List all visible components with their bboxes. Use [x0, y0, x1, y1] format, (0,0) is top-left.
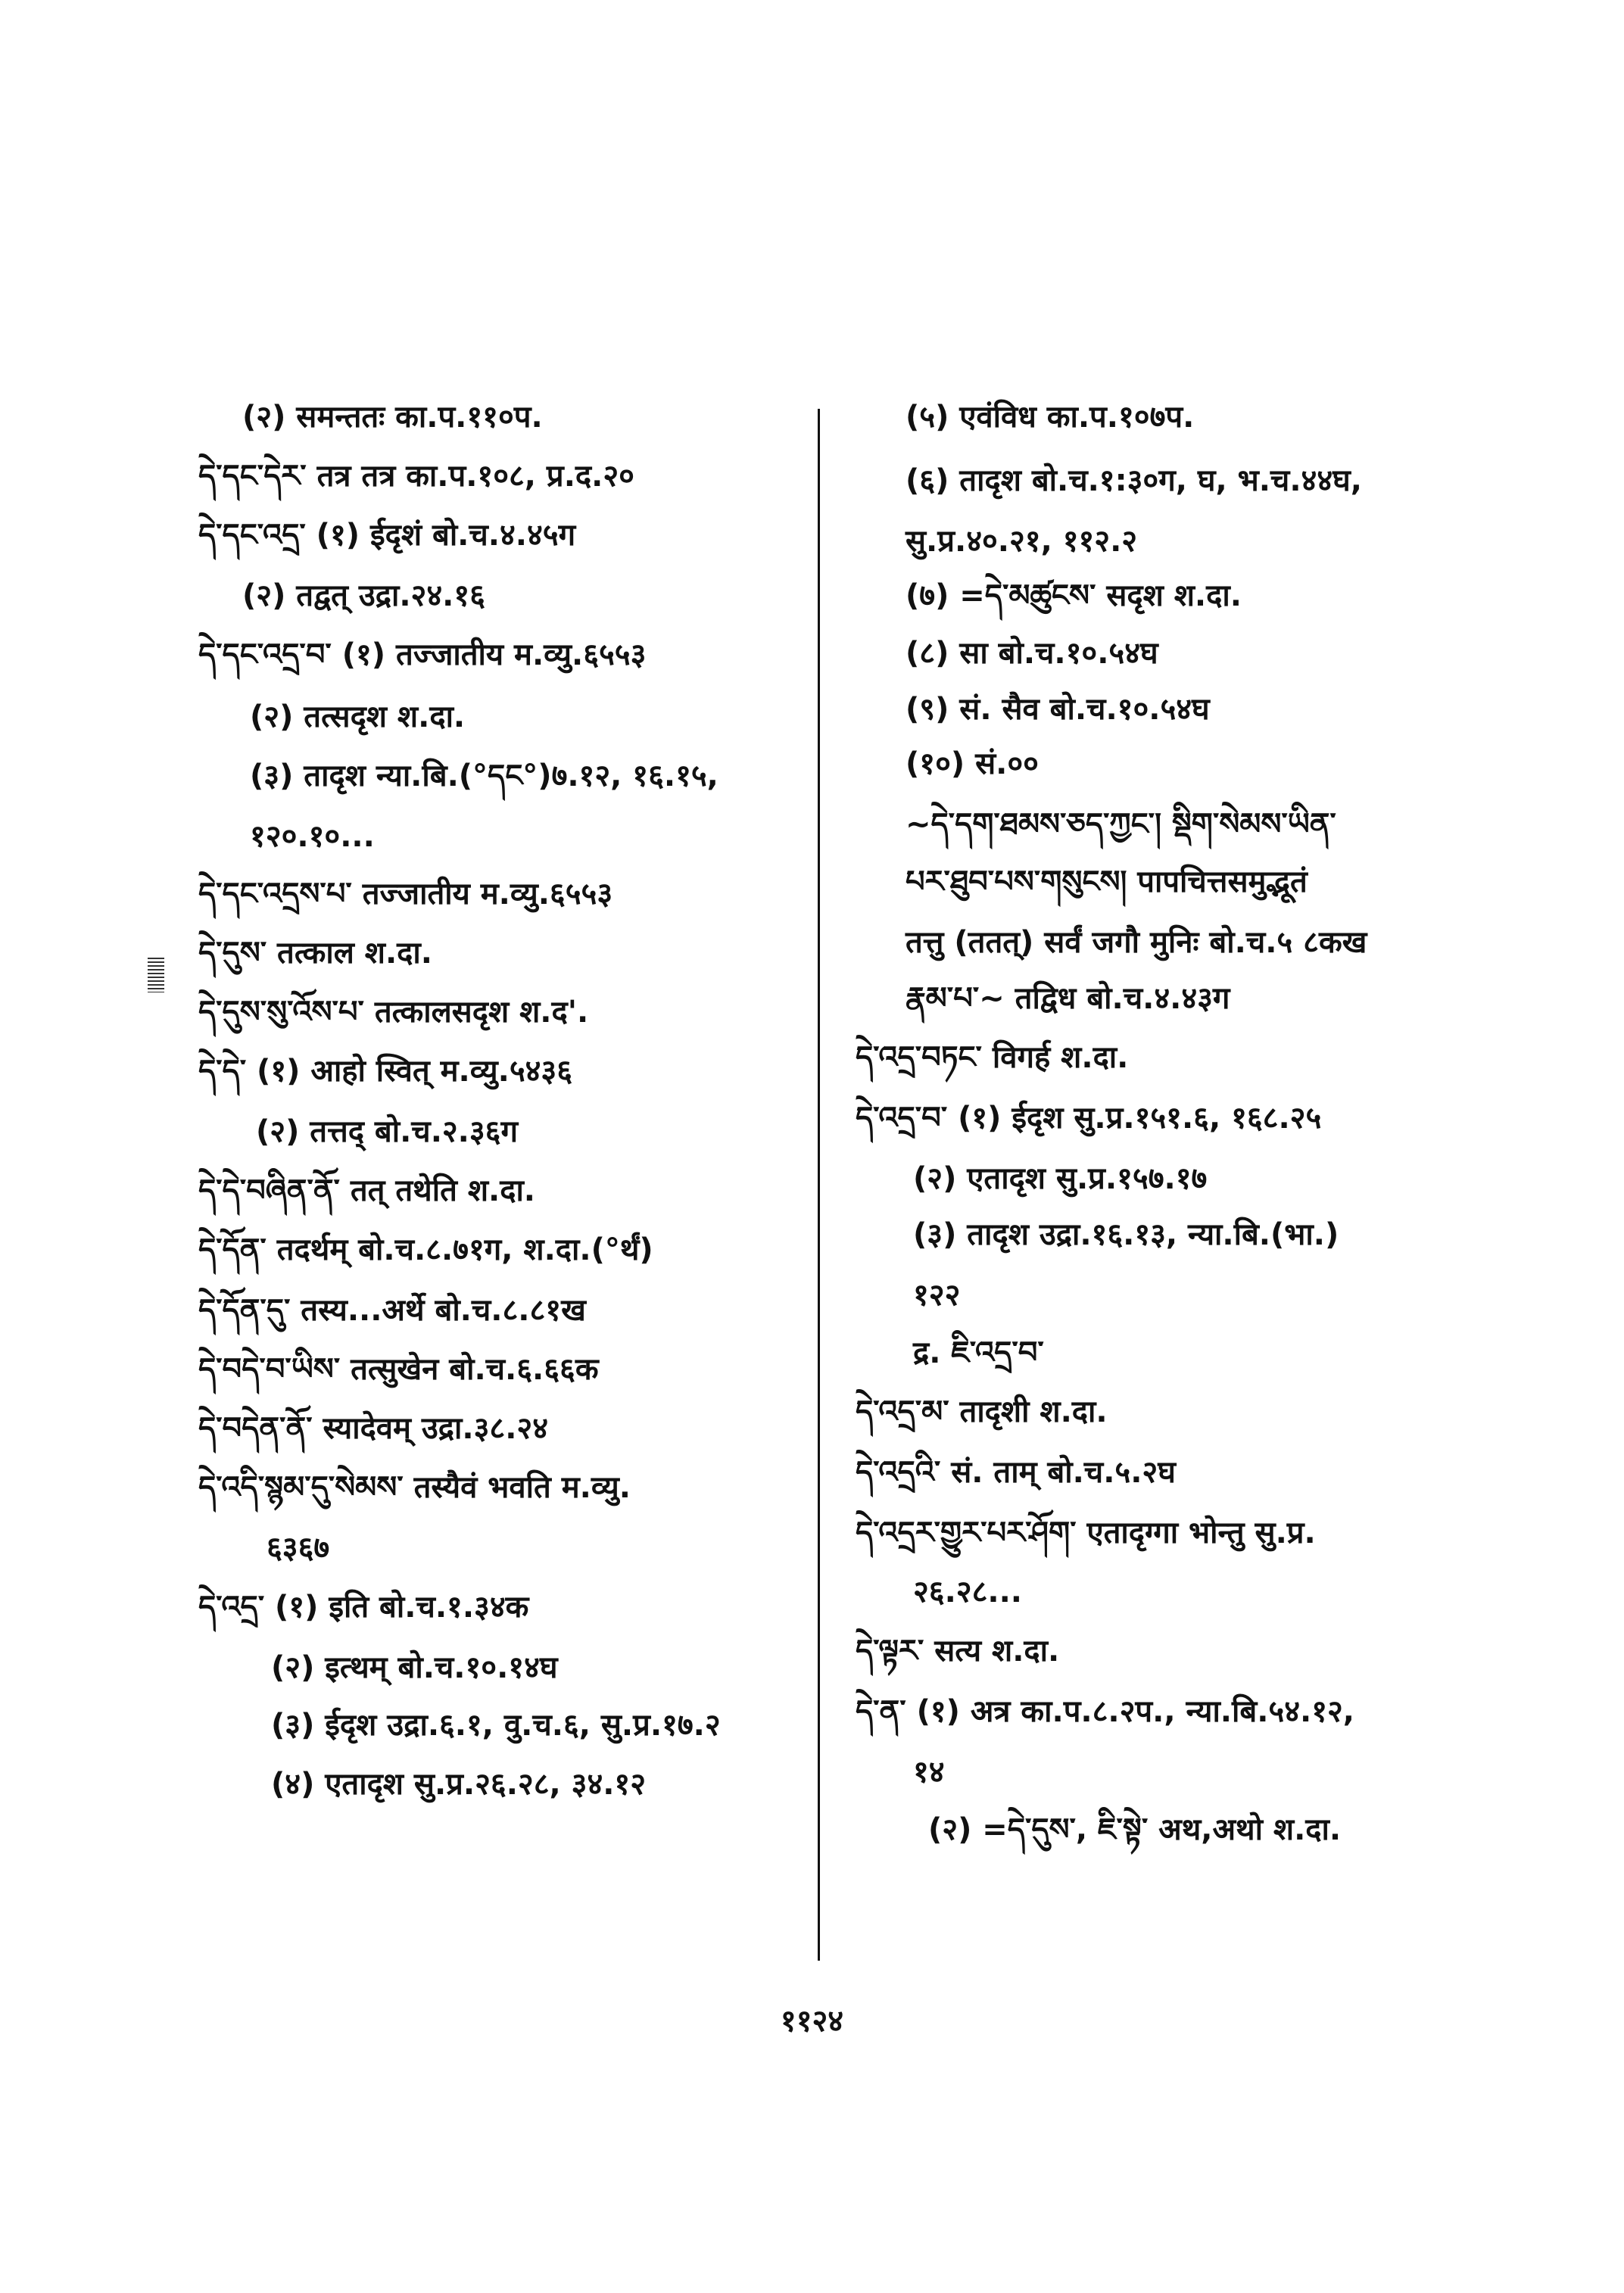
entry-line: དེ་བདེན་ནོ་ स्यादेवम् उद्रा.३८.२४	[198, 1411, 549, 1446]
entry-line: १४	[913, 1755, 945, 1790]
entry-line: (३) तादृश न्या.बि.(°དང°)७.१२, १६.१५,	[250, 759, 718, 793]
entry-line: དེ་ན་ (१) अत्र का.प.८.२प., न्या.बि.५४.१२,	[856, 1694, 1354, 1729]
entry-line: ~དེ་དག་ཐམས་ཅད་ཀྱང་། སྡིག་སེམས་ཡིན་	[906, 807, 1336, 842]
entry-line: (२) =དེ་དུས་, ཇི་སྟེ་ अथ,अथो श.दा.	[928, 1812, 1342, 1847]
entry-line: (२) तत्तद् बो.च.२.३६ग	[256, 1114, 518, 1149]
entry-line: १२०.१०...	[250, 819, 375, 854]
entry-line: དེ་བདེ་བ་ཡིས་ तत्सुखेन बो.च.६.६६क	[198, 1352, 599, 1387]
entry-line: དེ་དང་འདྲས་པ་ तज्जातीय म.व्यु.६५५३	[198, 877, 613, 911]
entry-line: (५) एवंविध का.प.१०७प.	[906, 400, 1195, 435]
entry-line: དེ་འདྲའི་ सं. ताम् बो.च.५.२घ	[856, 1455, 1176, 1490]
entry-line: དེ་འདྲར་གྱུར་པར་ཤོག་ एतादृग्गा भोन्तु सु.प्र.	[856, 1516, 1316, 1550]
entry-line: (२) तद्वत् उद्रा.२४.१६	[242, 578, 485, 613]
entry-line: १२२	[913, 1278, 961, 1313]
entry-line: དེ་འདྲ་བ་ (१) ईदृश सु.प्र.१५१.६, १६८.२५	[856, 1101, 1322, 1136]
entry-line: (१०) सं.००	[906, 746, 1039, 781]
entry-line: དེ་དོན་དུ་ तस्य...अर्थे बो.च.८.८१ख	[198, 1293, 586, 1328]
margin-mark	[148, 958, 164, 992]
entry-line: २६.२८...	[913, 1575, 1022, 1609]
page-number: ११२४	[780, 2004, 844, 2039]
entry-line: (४) एतादृश सु.प्र.२६.२८, ३४.१२	[271, 1767, 647, 1802]
entry-line: (३) ईदृश उद्रा.६.१, वु.च.६, सु.प्र.१७.२	[271, 1708, 721, 1743]
entry-line: (३) तादृश उद्रा.१६.१३, न्या.बि.(भा.)	[913, 1217, 1339, 1252]
entry-line: (२) समन्ततः का.प.११०प.	[242, 400, 543, 435]
entry-line: དེ་དུས་སུ་འོས་པ་ तत्कालसदृश श.द'.	[198, 995, 589, 1030]
entry-line: द्र. ཇི་འདྲ་བ་	[913, 1335, 1044, 1370]
entry-line: དེ་འདི་སྙམ་དུ་སེམས་ तस्यैवं भवति म.व्यु.	[198, 1470, 631, 1505]
entry-line: དེ་དེ་ (१) आहो स्वित् म.व्यु.५४३६	[198, 1054, 573, 1089]
entry-line: དེ་འདྲ་ (१) इति बो.च.१.३४क	[198, 1590, 529, 1625]
entry-line: པར་ཐུབ་པས་གསུངས། पापचित्तसमुद्भूतं	[906, 865, 1308, 899]
entry-line: དེ་དང་འདྲ་ (१) ईदृशं बो.च.४.४५ग	[198, 518, 576, 553]
entry-line: (२) इत्थम् बो.च.१०.१४घ	[271, 1650, 558, 1685]
entry-line: तत्तु (ततत्) सर्वं जगौ मुनिः बो.च.५ ८कख	[906, 925, 1367, 960]
entry-line: དེ་དུས་ तत्काल श.दा.	[198, 936, 432, 970]
entry-line: (७) =དེ་མཚུངས་ सदृश श.दा.	[906, 578, 1242, 613]
entry-line: དེ་དོན་ तदर्थम् बो.च.८.७१ग, श.दा.(°र्थं)	[198, 1232, 653, 1267]
entry-line: རྣམ་པ་~ तद्विध बो.च.४.४३ग	[906, 981, 1230, 1016]
entry-line: དེ་འདྲ་བཏང་ विगर्ह श.दा.	[856, 1040, 1129, 1075]
entry-line: དེ་དེ་བཞིན་ནོ་ तत् तथेति श.दा.	[198, 1173, 536, 1208]
entry-line: ६३६७	[267, 1531, 330, 1566]
entry-line: (९) सं. सैव बो.च.१०.५४घ	[906, 692, 1210, 727]
entry-line: (२) एतादृश सु.प्र.१५७.१७	[913, 1161, 1208, 1196]
entry-line: (२) तत्सदृश श.दा.	[250, 699, 466, 734]
entry-line: དེ་འདྲ་མ་ तादृशी श.दा.	[856, 1394, 1108, 1429]
entry-line: དེ་དང་དེར་ तत्र तत्र का.प.१०८, प्र.द.२०	[198, 459, 634, 494]
entry-line: सु.प्र.४०.२१, ११२.२	[906, 524, 1138, 559]
column-divider	[818, 409, 820, 1961]
entry-line: དེ་དང་འདྲ་བ་ (१) तज्जातीय म.व्यु.६५५३	[198, 637, 647, 672]
entry-line: (८) सा बो.च.१०.५४घ	[906, 636, 1158, 671]
entry-line: དེ་ལྟར་ सत्य श.दा.	[856, 1634, 1060, 1668]
entry-line: (६) तादृश बो.च.१:३०ग, घ, भ.च.४४घ,	[906, 463, 1362, 498]
